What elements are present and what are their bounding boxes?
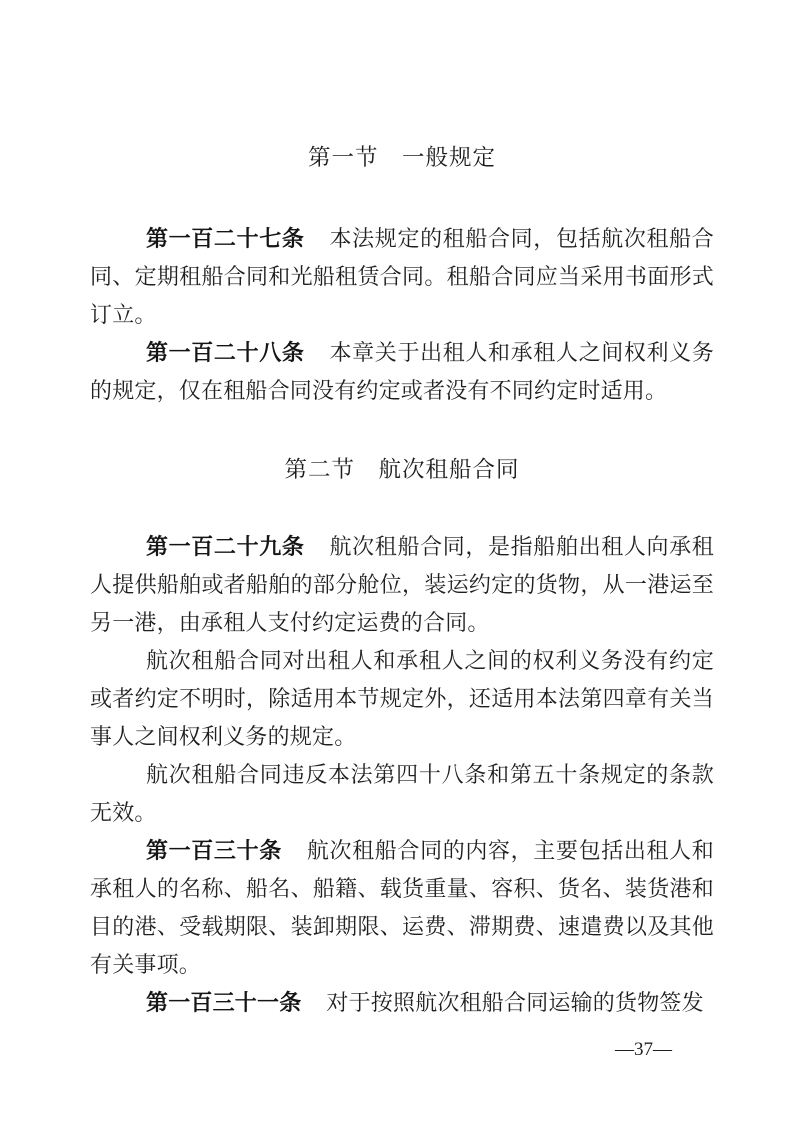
article-129-paragraph-3 <box>90 756 714 832</box>
article-128-text: 本章关于出租人和承租人之间权利义务的规定，仅在租船合同没有约定或者没有不同约定时适用。 <box>90 340 715 403</box>
article-131-text: 对于按照航次租船合同运输的货物签发 <box>326 990 704 1015</box>
article-128 <box>90 334 714 410</box>
article-129-paragraph-2-text: 航次租船合同对出租人和承租人之间的权利义务没有约定或者约定不明时，除适用本节规定外，还适用本法第四章有关当事人之间权利义务的规定。 <box>90 648 714 749</box>
section-heading-2: 第二节 航次租船合同 <box>284 457 520 482</box>
article-130-text: 航次租船合同的内容，主要包括出租人和承租人的名称、船名、船籍、载货重量、容积、货名、装货港和目的港、受载期限、装卸期限、运费、滞期费、速遣费以及其他有关事项。 <box>90 838 714 977</box>
article-127-number: 第一百二十七条 <box>146 226 305 251</box>
article-129-number: 第一百二十九条 <box>146 534 305 559</box>
article-131-number: 第一百三十一条 <box>146 990 302 1015</box>
article-131 <box>90 984 714 1022</box>
article-129-paragraph-2 <box>90 642 714 756</box>
article-129-text: 航次租船合同，是指船舶出租人向承租人提供船舶或者船舶的部分舱位，装运约定的货物，从一港运至另一港，由承租人支付约定运费的合同。 <box>90 534 715 635</box>
text-block <box>90 144 714 1062</box>
article-130 <box>90 832 714 984</box>
article-127-text: 本法规定的租船合同，包括航次租船合同、定期租船合同和光船租赁合同。租船合同应当采用书面形式订立。 <box>90 226 715 327</box>
article-127 <box>90 220 714 334</box>
article-130-number: 第一百三十条 <box>146 838 282 863</box>
section-heading-1: 第一节 一般规定 <box>307 145 496 170</box>
article-128-number: 第一百二十八条 <box>146 340 305 365</box>
article-129-paragraph-3-text: 航次租船合同违反本法第四十八条和第五十条规定的条款无效。 <box>90 762 714 825</box>
article-129 <box>90 528 714 642</box>
page-number: —37— <box>615 1039 672 1060</box>
